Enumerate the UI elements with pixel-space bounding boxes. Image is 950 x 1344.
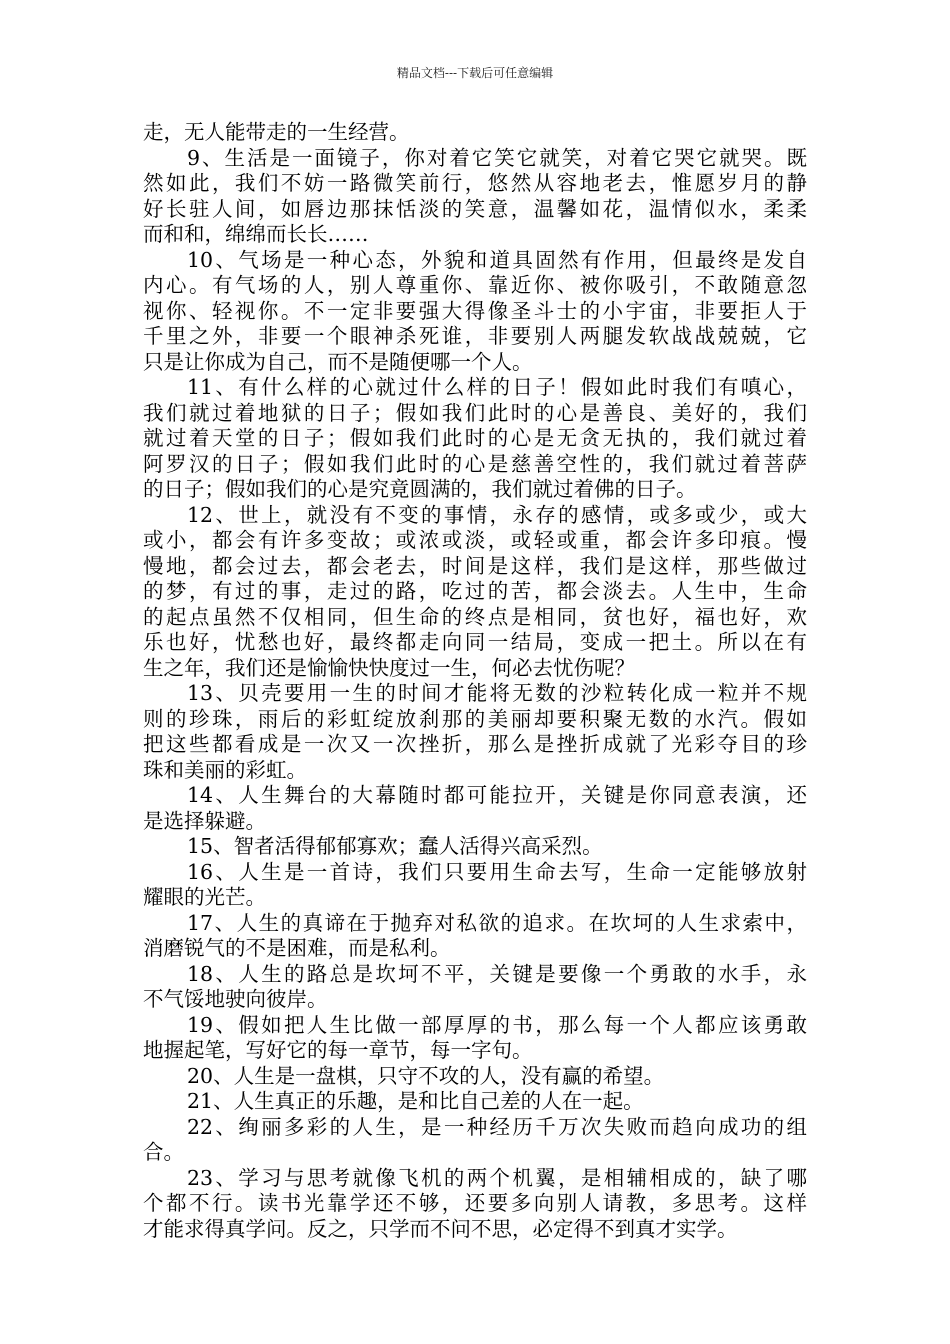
text-line: 16、人生是一首诗，我们只要用生命去写，生命一定能够放射	[187, 859, 807, 884]
document-body	[143, 120, 807, 1242]
text-line: 的日子；假如我们的心是究竟圆满的，我们就过着佛的日子。	[143, 477, 697, 501]
text-line: 慢地，都会过去，都会老去，时间是这样，我们是这样，那些做过	[143, 553, 807, 578]
text-line: 然如此，我们不妨一路微笑前行，悠然从容地老去，惟愿岁月的静	[143, 171, 807, 195]
text-line: 内心。有气场的人，别人尊重你、靠近你、被你吸引，不敢随意忽	[143, 273, 807, 297]
text-line: 13、贝壳要用一生的时间才能将无数的沙粒转化成一粒并不规	[187, 681, 807, 705]
text-line: 14、人生舞台的大幕随时都可能拉开，关键是你同意表演，还	[187, 783, 807, 807]
text-line: 18、人生的路总是坎坷不平，关键是要像一个勇敢的水手，永	[187, 961, 807, 986]
text-line: 千里之外，非要一个眼神杀死谁，非要别人两腿发软战战兢兢，它	[143, 324, 807, 348]
text-line: 乐也好，忧愁也好，最终都走向同一结局，变成一把土。所以在有	[143, 630, 807, 654]
text-line: 消磨锐气的不是困难，而是私利。	[143, 936, 451, 960]
text-line: 把这些都看成是一次又一次挫折，那么是挫折成就了光彩夺目的珍	[143, 732, 807, 756]
text-line: 21、人生真正的乐趣，是和比自己差的人在一起。	[187, 1089, 644, 1113]
text-line: 15、智者活得郁郁寡欢；蠢人活得兴高采烈。	[187, 834, 603, 858]
text-line: 阿罗汉的日子；假如我们此时的心是慈善空性的，我们就过着菩萨	[143, 451, 807, 476]
text-line: 视你、轻视你。不一定非要强大得像圣斗士的小宇宙，非要拒人于	[143, 298, 807, 323]
text-line: 的起点虽然不仅相同，但生命的终点是相同，贫也好，福也好，欢	[143, 604, 807, 629]
text-line: 20、人生是一盘棋，只守不攻的人，没有赢的希望。	[187, 1063, 665, 1088]
text-line: 而和和，绵绵而长长……	[143, 222, 369, 246]
text-line: 个都不行。读书光靠学还不够，还要多向别人请教，多思考。这样	[143, 1191, 807, 1215]
text-line: 12、世上，就没有不变的事情，永存的感情，或多或少，或大	[187, 502, 807, 527]
text-line: 走，无人能带走的一生经营。	[143, 120, 410, 144]
text-line: 的梦，有过的事，走过的路，吃过的苦，都会淡去。人生中，生命	[143, 579, 807, 603]
text-line: 生之年，我们还是愉愉快快度过一生，何必去忧伤呢？	[143, 655, 635, 680]
text-line: 才能求得真学问。反之，只学而不问不思，必定得不到真才实学。	[143, 1216, 738, 1241]
text-line: 只是让你成为自己，而不是随便哪一个人。	[143, 349, 533, 374]
text-line: 10、气场是一种心态，外貌和道具固然有作用，但最终是发自	[187, 247, 807, 272]
text-line: 或小，都会有许多变故；或浓或淡，或轻或重，都会许多印痕。慢	[143, 528, 807, 552]
text-line: 11、有什么样的心就过什么样的日子！假如此时我们有嗔心，	[187, 375, 807, 399]
text-line: 就过着天堂的日子；假如我们此时的心是无贪无执的，我们就过着	[143, 426, 807, 450]
text-line: 耀眼的光芒。	[143, 885, 266, 909]
text-line: 好长驻人间，如唇边那抹恬淡的笑意，温馨如花，温情似水，柔柔	[143, 196, 807, 221]
text-line: 9、生活是一面镜子，你对着它笑它就笑，对着它哭它就哭。既	[187, 145, 807, 170]
text-line: 则的珍珠，雨后的彩虹绽放刹那的美丽却要积聚无数的水汽。假如	[143, 706, 807, 731]
text-line: 17、人生的真谛在于抛弃对私欲的追求。在坎坷的人生求索中，	[187, 910, 807, 935]
text-line: 合。	[143, 1140, 184, 1164]
text-line: 地握起笔，写好它的每一章节，每一字句。	[143, 1038, 533, 1062]
text-line: 不气馁地驶向彼岸。	[143, 987, 328, 1011]
text-line: 珠和美丽的彩虹。	[143, 757, 307, 782]
text-line: 是选择躲避。	[143, 808, 266, 833]
page-header: 精品文档---下载后可任意编辑	[396, 66, 554, 80]
text-line: 23、学习与思考就像飞机的两个机翼，是相辅相成的，缺了哪	[187, 1165, 807, 1190]
text-line: 我们就过着地狱的日子；假如我们此时的心是善良、美好的，我们	[143, 400, 807, 425]
text-line: 19、假如把人生比做一部厚厚的书，那么每一个人都应该勇敢	[187, 1012, 807, 1037]
text-line: 22、绚丽多彩的人生，是一种经历千万次失败而趋向成功的组	[187, 1114, 807, 1139]
